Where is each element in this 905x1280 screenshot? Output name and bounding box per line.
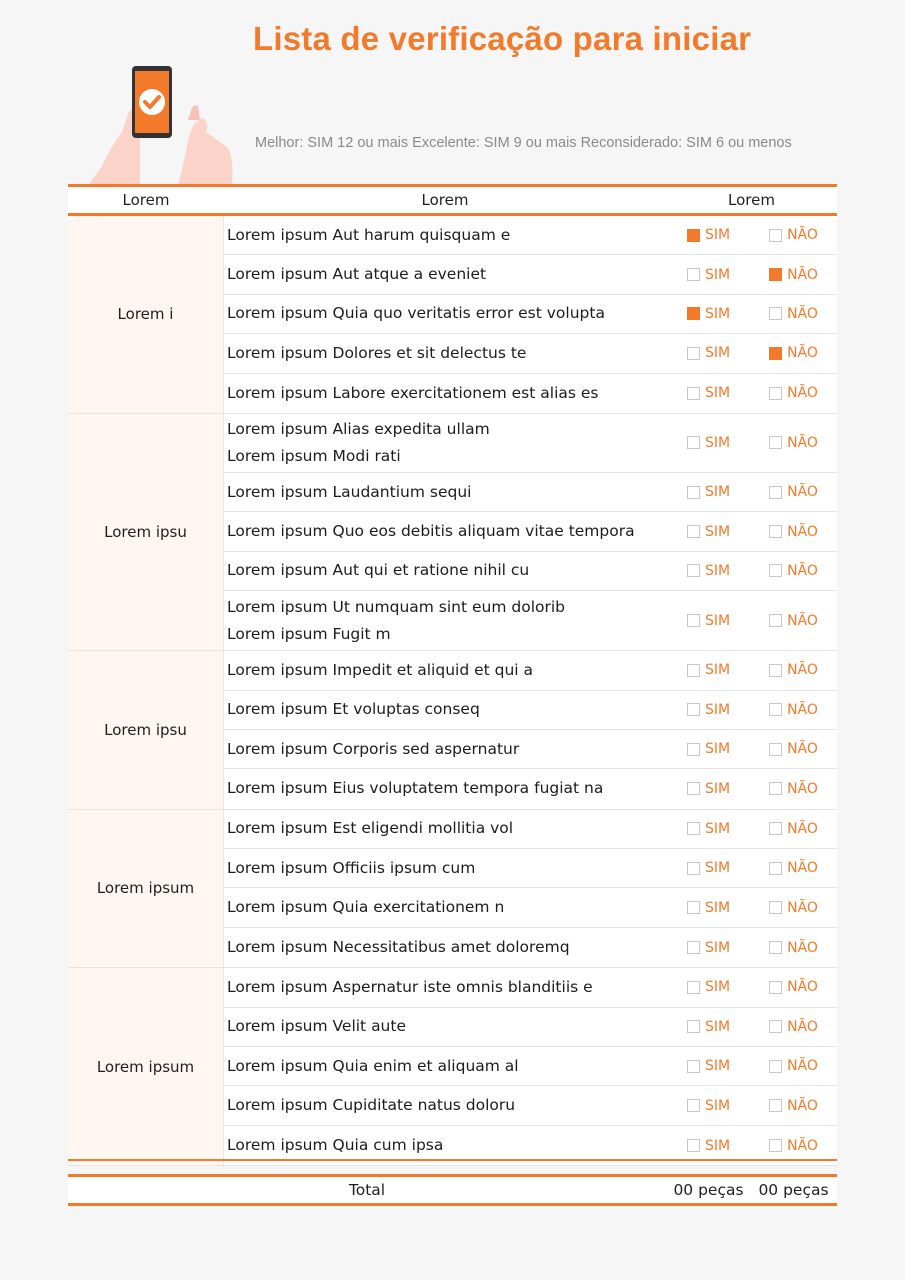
no-checkbox[interactable] [751,435,836,451]
item-text: Lorem ipsum Officiis ipsum cum [227,858,476,877]
checkbox-square-icon[interactable] [687,564,700,577]
category-group [68,216,837,414]
checklist-row [224,512,837,551]
checklist-row [224,414,837,473]
checkbox-label: NÃO [787,385,818,402]
checkbox-square-icon[interactable] [687,862,700,875]
checkbox-square-icon[interactable] [687,822,700,835]
checklist-row [224,1086,837,1125]
category-group [68,414,837,651]
checkbox-label: NÃO [787,434,818,451]
checkbox-label: SIM [704,484,731,501]
checklist-row [224,473,837,512]
item-text: Lorem ipsum Laudantium sequi [227,482,472,501]
checklist-row [224,888,837,927]
checkbox-label: SIM [704,385,731,402]
phone-checkmark-illustration [88,62,238,186]
checkbox-label: SIM [704,523,731,540]
checkbox-label: SIM [704,1058,731,1075]
yes-checkbox[interactable] [666,821,751,837]
checkbox-square-icon[interactable] [769,525,782,538]
checkbox-square-icon[interactable] [687,941,700,954]
checkbox-label: SIM [704,662,731,679]
no-checkbox[interactable] [751,227,836,243]
checklist-row [224,216,837,255]
yes-checkbox[interactable] [666,435,751,451]
checkbox-square-icon[interactable] [769,664,782,677]
checkbox-label: SIM [704,612,731,629]
checkbox-square-icon[interactable] [769,436,782,449]
yes-checkbox[interactable] [666,563,751,579]
checkbox-square-icon[interactable] [687,1099,700,1112]
checkbox-square-icon[interactable] [769,981,782,994]
scoring-legend: Melhor: SIM 12 ou mais Excelente: SIM 9 ou mais Reconsiderado: SIM 6 ou menos [255,135,792,151]
checkbox-square-icon[interactable] [687,664,700,677]
page-title: Lista de verificação para iniciar [253,20,752,57]
checkbox-square-icon[interactable] [769,703,782,716]
header-answer: Lorem [728,191,775,209]
yes-checkbox[interactable] [666,1019,751,1035]
checkbox-square-icon[interactable] [687,307,700,320]
checklist-row [224,1008,837,1047]
checklist-row [224,552,837,591]
yes-checkbox[interactable] [666,484,751,500]
checkbox-square-icon[interactable] [687,436,700,449]
item-text: Lorem ipsum Ut numquam sint eum dolorib Lorem ipsum Fugit m [227,597,566,643]
checklist-row [224,651,837,690]
checkbox-label: NÃO [787,662,818,679]
checkbox-label: NÃO [787,741,818,758]
checkbox-square-icon[interactable] [769,347,782,360]
checkbox-label: NÃO [787,899,818,916]
item-text: Lorem ipsum Et voluptas conseq [227,700,480,719]
yes-checkbox[interactable] [666,385,751,401]
checkbox-square-icon[interactable] [769,268,782,281]
checkbox-label: NÃO [787,780,818,797]
item-text: Lorem ipsum Aut atque a eveniet [227,265,487,284]
item-text: Lorem ipsum Quia cum ipsa [227,1136,444,1154]
checkbox-label: SIM [704,562,731,579]
total-label: Total [348,1181,386,1199]
checkbox-label: SIM [704,860,731,877]
checkbox-square-icon[interactable] [687,525,700,538]
item-text: Lorem ipsum Quia exercitationem n [227,898,505,917]
checklist-row [224,1047,837,1086]
no-checkbox[interactable] [751,860,836,876]
category-group [68,810,837,969]
checkbox-label: NÃO [787,979,818,996]
yes-checkbox[interactable] [666,524,751,540]
item-text: Lorem ipsum Quia quo veritatis error est volupta [227,304,605,323]
checklist-row [224,769,837,808]
checkbox-label: SIM [704,1018,731,1035]
checkbox-square-icon[interactable] [769,1020,782,1033]
checklist-table [68,184,837,1166]
no-checkbox[interactable] [751,524,836,540]
checkbox-square-icon[interactable] [687,901,700,914]
yes-checkbox[interactable] [666,979,751,995]
checkbox-label: NÃO [787,305,818,322]
checkbox-label: SIM [704,701,731,718]
table-body [68,216,837,1166]
checkbox-label: NÃO [787,939,818,956]
checkbox-square-icon[interactable] [769,387,782,400]
yes-checkbox[interactable] [666,1098,751,1114]
header-category: Lorem [122,191,170,209]
checkbox-square-icon[interactable] [687,782,700,795]
checkbox-square-icon[interactable] [687,614,700,627]
checkbox-square-icon[interactable] [769,862,782,875]
no-checkbox[interactable] [751,1058,836,1074]
checkbox-label: SIM [704,780,731,797]
checkbox-label: SIM [704,979,731,996]
no-checkbox[interactable] [751,1019,836,1035]
table-header [68,184,837,216]
item-text: Lorem ipsum Dolores et sit delectus te [227,343,527,362]
checkbox-label: NÃO [787,523,818,540]
yes-checkbox[interactable] [666,702,751,718]
yes-checkbox[interactable] [666,227,751,243]
checkbox-square-icon[interactable] [687,703,700,716]
checkbox-label: NÃO [787,1097,818,1114]
checkbox-square-icon[interactable] [769,1139,782,1152]
checklist-row [224,591,837,650]
yes-checkbox[interactable] [666,781,751,797]
no-checkbox[interactable] [751,979,836,995]
checkbox-label: NÃO [787,1018,818,1035]
item-text: Lorem ipsum Alias expedita ullam Lorem ipsum Modi rati [227,419,490,465]
checkbox-label: NÃO [787,227,818,244]
checkbox-label: NÃO [787,820,818,837]
checkbox-square-icon[interactable] [687,387,700,400]
checkbox-label: SIM [704,345,731,362]
checkbox-square-icon[interactable] [687,347,700,360]
checkbox-square-icon[interactable] [687,1020,700,1033]
category-label: Lorem i [68,216,224,413]
checkbox-square-icon[interactable] [687,743,700,756]
header-item: Lorem [421,191,469,209]
item-text: Lorem ipsum Aspernatur iste omnis blanditiis e [227,977,593,996]
checkbox-label: NÃO [787,1137,818,1154]
checkbox-square-icon[interactable] [687,486,700,499]
no-checkbox[interactable] [751,900,836,916]
checklist-row [224,334,837,373]
item-text: Lorem ipsum Corporis sed aspernatur [227,739,520,758]
item-text: Lorem ipsum Aut qui et ratione nihil cu [227,561,530,580]
checkbox-square-icon[interactable] [769,941,782,954]
checkbox-label: SIM [704,266,731,283]
checkbox-square-icon[interactable] [687,229,700,242]
checkbox-square-icon[interactable] [769,1099,782,1112]
checkbox-square-icon[interactable] [769,1060,782,1073]
item-text: Lorem ipsum Labore exercitationem est alias es [227,383,599,402]
checkbox-square-icon[interactable] [687,981,700,994]
total-row [68,1174,837,1206]
no-checkbox[interactable] [751,563,836,579]
no-checkbox[interactable] [751,741,836,757]
yes-checkbox[interactable] [666,345,751,361]
checkbox-square-icon[interactable] [769,564,782,577]
yes-checkbox[interactable] [666,267,751,283]
category-group [68,968,837,1166]
yes-checkbox[interactable] [666,940,751,956]
category-label: Lorem ipsu [68,414,224,650]
item-text: Lorem ipsum Eius voluptatem tempora fugiat na [227,779,604,798]
category-label: Lorem ipsum [68,968,224,1165]
yes-checkbox[interactable] [666,306,751,322]
checklist-row [224,295,837,334]
checkbox-label: SIM [704,741,731,758]
checklist-row [224,810,837,849]
checkbox-square-icon[interactable] [769,743,782,756]
checkbox-square-icon[interactable] [769,229,782,242]
total-section [68,1159,837,1206]
checkbox-label: NÃO [787,266,818,283]
category-label: Lorem ipsum [68,810,224,968]
item-text: Lorem ipsum Aut harum quisquam e [227,225,511,244]
checkbox-square-icon[interactable] [687,1060,700,1073]
yes-checkbox[interactable] [666,1138,751,1154]
no-checkbox[interactable] [751,702,836,718]
checkbox-label: NÃO [787,484,818,501]
checkbox-label: SIM [704,1137,731,1154]
checklist-row [224,968,837,1007]
no-checkbox[interactable] [751,821,836,837]
no-checkbox[interactable] [751,1138,836,1154]
checkbox-label: NÃO [787,345,818,362]
no-checkbox[interactable] [751,306,836,322]
checkbox-label: SIM [704,305,731,322]
yes-checkbox[interactable] [666,741,751,757]
no-checkbox[interactable] [751,385,836,401]
no-checkbox[interactable] [751,662,836,678]
category-group [68,651,837,810]
checkbox-square-icon[interactable] [769,614,782,627]
checkbox-label: NÃO [787,562,818,579]
no-checkbox[interactable] [751,940,836,956]
checkbox-square-icon[interactable] [687,268,700,281]
item-text: Lorem ipsum Cupiditate natus doloru [227,1096,516,1115]
no-checkbox[interactable] [751,267,836,283]
item-text: Lorem ipsum Quia enim et aliquam al [227,1056,519,1075]
checkbox-square-icon[interactable] [769,486,782,499]
item-text: Lorem ipsum Velit aute [227,1017,406,1036]
no-checkbox[interactable] [751,613,836,629]
yes-checkbox[interactable] [666,1058,751,1074]
checkbox-square-icon[interactable] [769,901,782,914]
no-checkbox[interactable] [751,1098,836,1114]
checkbox-label: SIM [704,939,731,956]
checkbox-label: NÃO [787,701,818,718]
yes-checkbox[interactable] [666,860,751,876]
category-label: Lorem ipsu [68,651,224,809]
yes-checkbox[interactable] [666,900,751,916]
checkbox-label: SIM [704,820,731,837]
checkbox-label: SIM [704,899,731,916]
checkbox-label: NÃO [787,1058,818,1075]
checklist-row [224,374,837,413]
checklist-row [224,928,837,967]
no-checkbox[interactable] [751,781,836,797]
checklist-row [224,691,837,730]
checklist-row [224,849,837,888]
checkbox-label: SIM [704,227,731,244]
checkbox-square-icon[interactable] [769,782,782,795]
no-checkbox[interactable] [751,484,836,500]
no-checkbox[interactable] [751,345,836,361]
checklist-row [224,255,837,294]
total-sim-value: 00 peças [673,1181,744,1199]
checkbox-label: SIM [704,1097,731,1114]
checkbox-label: NÃO [787,860,818,877]
item-text: Lorem ipsum Est eligendi mollitia vol [227,819,514,838]
checkbox-label: SIM [704,434,731,451]
checklist-row [224,730,837,769]
item-text: Lorem ipsum Necessitatibus amet doloremq [227,938,570,957]
item-text: Lorem ipsum Quo eos debitis aliquam vitae tempora [227,522,635,541]
checkbox-square-icon[interactable] [687,1139,700,1152]
yes-checkbox[interactable] [666,613,751,629]
checkbox-square-icon[interactable] [769,307,782,320]
checkbox-square-icon[interactable] [769,822,782,835]
yes-checkbox[interactable] [666,662,751,678]
total-nao-value: 00 peças [758,1181,829,1199]
item-text: Lorem ipsum Impedit et aliquid et qui a [227,660,534,679]
checkbox-label: NÃO [787,612,818,629]
